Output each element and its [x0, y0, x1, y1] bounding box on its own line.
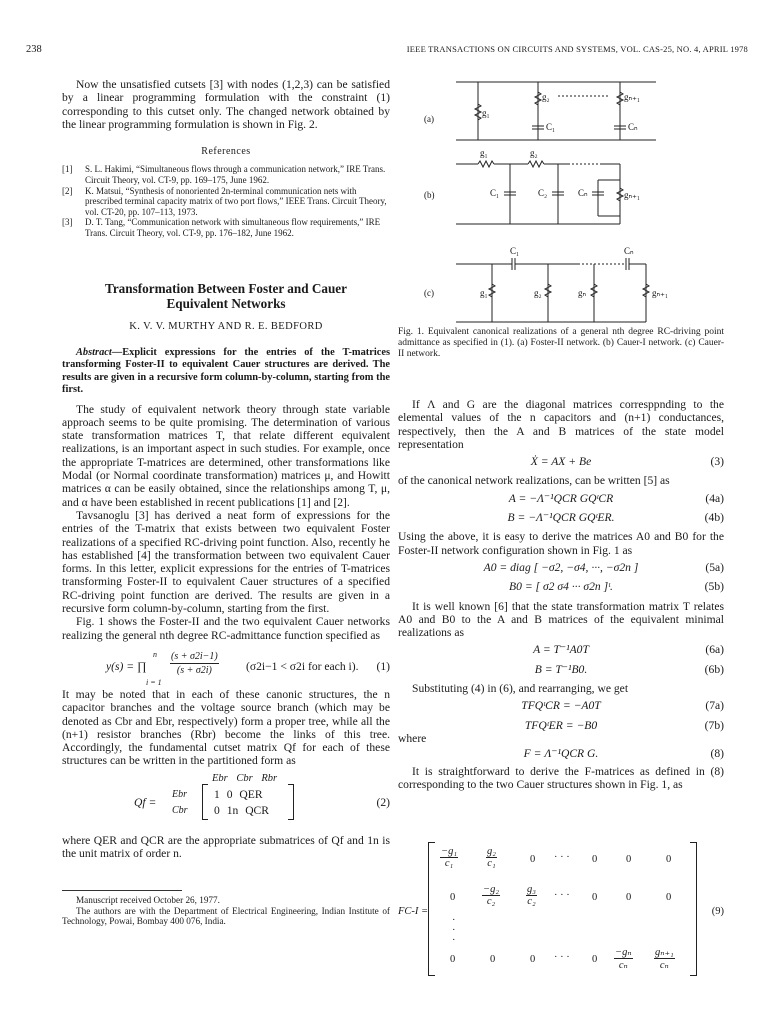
fig-label-b: (b) [424, 190, 435, 200]
figure-1-circuits [398, 74, 728, 324]
equation-7b: TFQᵗER = −B0 (7b) [524, 718, 724, 732]
body-paragraph: of the canonical network realizations, can be written [5] as [398, 474, 670, 488]
prev-closing-paragraph: Now the unsatisfied cutsets [3] with nodes (1,2,3) can be satisfied by a linear programming formulation with the constraint (1) corresponding to this cutset only. The changed network obtained by the linear programming formulation is shown in Fig. 2. [62, 78, 390, 131]
svg-text:Cₙ: Cₙ [624, 246, 634, 256]
svg-text:g₁: g₁ [480, 148, 488, 158]
reference-item: [1] S. L. Hakimi, “Simultaneous flows through a communication network,” IRE Trans. Circuit Theory, vol. CT-9, pp. 169–175, June 1962. [62, 164, 386, 186]
article-title: Transformation Between Foster and Cauer Equivalent Networks [105, 280, 347, 312]
svg-text:g₂: g₂ [542, 92, 550, 102]
equation-8: F = Λ⁻¹QCR G. (8) [523, 747, 724, 761]
body-paragraph: It may be noted that in each of these canonic structures, the n capacitor branches and the voltage source branch (which may be denoted as Cbr and Ebr, respectively) form a proper tree, while all the (n+1) resistor branches (Rbr) become the links of this tree. Accordingly, the fundamental cutset matrix Qf for each of these structures can be written in the partitioned form as [62, 687, 390, 768]
body-paragraph: Substituting (4) in (6), and rearranging, we get [412, 682, 629, 696]
svg-text:C₁: C₁ [546, 122, 556, 132]
svg-text:C₁: C₁ [510, 246, 520, 256]
equation-9-matrix: FC-I = (9) −g₁ c₁ g₂ c₁ 0 · · · 0 0 0 0 −g₂ c₂ g₃ c₂ · · · 0 0 0 · · · 0 0 0 · · · 0 −gₙ cₙ gₙ₊₁ cₙ [398, 838, 724, 978]
footnotes: Manuscript received October 26, 1977. The authors are with the Department of Electrical Engineering, Indian Institute of Technology, Powai, Bombay 400 076, India. [62, 895, 390, 927]
body-paragraph: It is straightforward to derive the F-matrices as defined in (8) corresponding to the two Cauer structures shown in Fig. 1, as [398, 764, 724, 791]
left-column [62, 78, 390, 927]
journal-title: IEEE TRANSACTIONS ON CIRCUITS AND SYSTEMS, VOL. CAS-25, NO. 4, APRIL 1978 [406, 44, 748, 54]
page-number: 238 [26, 44, 42, 55]
authors: K. V. V. MURTHY AND R. E. BEDFORD [129, 320, 323, 332]
body-paragraph: where [398, 731, 427, 745]
fig-label-a: (a) [424, 114, 434, 124]
reference-list [62, 164, 390, 238]
reference-item: [3] D. T. Tang, “Communication network with simultaneous flow requirements,” IRE Trans. Circuit Theory, vol. CT-9, pp. 176–182, June 1962. [62, 217, 381, 239]
svg-text:g₂: g₂ [534, 288, 542, 298]
svg-text:gₙ₊₁: gₙ₊₁ [652, 288, 668, 298]
svg-text:C₁: C₁ [490, 188, 500, 198]
body-paragraph: Fig. 1 shows the Foster-II and the two equivalent Cauer networks realizing the general nth degree RC-admittance function specified as [62, 615, 390, 642]
figure-caption: Fig. 1. Equivalent canonical realizations of a general nth degree RC-driving point admittance as specified in (1). (a) Foster-II network. (b) Cauer-I network. (c) Cauer-II network. [398, 327, 724, 359]
body-paragraph: Using the above, it is easy to derive the matrices A0 and B0 for the Foster-II network configuration shown in Fig. 1 as [398, 530, 724, 557]
equation-7a: TFQᵗCR = −A0T (7a) [521, 699, 724, 713]
fig-label-c: (c) [424, 288, 434, 298]
svg-text:g₂: g₂ [530, 148, 538, 158]
equation-4a: A = −Λ⁻¹QCR GQᵗCR (4a) [508, 491, 724, 505]
body-paragraph: The study of equivalent network theory through state variable approach seems to be quite promising. The determination of various state transformation matrices T, that relate different equivalent realizations, is an important aspect in such studies. For example, once the appropriate T-matrices are determined, other transformations like Modal (or Normal coordinate transformation) matrices μ, and Howitt matrices α can be easily obtained, since the relationships among T, μ, and α have been established in recent publications [1] and [2]. [62, 402, 390, 509]
right-column [398, 398, 724, 791]
equation-5a: A0 = diag [ −σ2, −σ4, ···, −σ2n ] (5a) [483, 560, 724, 574]
svg-text:Cₙ: Cₙ [578, 188, 588, 198]
body-paragraph: where QER and QCR are the appropriate submatrices of Qf and 1n is the unit matrix of order n. [62, 833, 390, 860]
references-heading: References [201, 146, 251, 158]
equation-1: y(s) = ∏ n i = 1 (s + σ2i−1) (s + σ2i) (σ2i−1 < σ2i for each i). (1) [106, 649, 390, 687]
footnote-divider [62, 890, 182, 891]
reference-item: [2] K. Matsui, “Synthesis of nonoriented 2n-terminal communication nets with prescribed terminal capacity matrix of two port flows,” IEEE Trans. Circuit Theory, vol. CT-20, pp. 107–113, 1973. [62, 185, 387, 217]
equation-6b: B = T⁻¹B0. (6b) [534, 662, 724, 676]
running-header [26, 44, 748, 58]
svg-text:gₙ₊₁: gₙ₊₁ [624, 190, 640, 200]
equation-5b: B0 = [ σ2 σ4 ··· σ2n ]ᵗ. (5b) [509, 580, 724, 594]
body-paragraph: Tavsanoglu [3] has derived a neat form of expressions for the entries of the T-matrix that exists between two equivalent Foster realizations of a specified RC-driving point function. Also, recently he has established [4] the transformation between two equivalent Cauer forms. In this letter, explicit expressions for the entries of T-matrices transforming Foster-II to equivalent Cauer structures of a specified RC-driving point function are derived. The results are given in a recursive form column-by-column, starting from the first. [62, 508, 390, 616]
svg-text:C₂: C₂ [538, 188, 548, 198]
body-paragraph: It is well known [6] that the state transformation matrix T relates A0 and B0 to the A and B matrices of the equivalent minimal realizations as [398, 599, 724, 640]
body-paragraph: If Λ and G are the diagonal matrices corresppnding to the elemental values of the n capacitors and (n+1) conductances, respectively, then the A and B matrices of the state model representation [398, 398, 724, 451]
equation-4b: B = −Λ⁻¹QCR GQᵗER. (4b) [507, 511, 724, 525]
equation-3: Ẋ = AX + Be (3) [530, 455, 724, 469]
svg-text:g₁: g₁ [482, 108, 490, 118]
equation-2: Ebr Cbr Rbr Qf = Ebr Cbr 1 0 QER 0 1n QCR (2) [62, 772, 390, 830]
svg-text:Cₙ: Cₙ [628, 122, 638, 132]
abstract: Abstract—Explicit expressions for the entries of the T-matrices transforming Foster-II to equivalent Cauer structures are derived. The results are given in a recursive form column-by-column, starting from the first. [62, 346, 390, 396]
equation-6a: A = T⁻¹A0T (6a) [533, 643, 724, 657]
svg-text:gₙ₊₁: gₙ₊₁ [624, 92, 640, 102]
svg-text:g₁: g₁ [480, 288, 488, 298]
svg-text:gₙ: gₙ [578, 288, 587, 298]
